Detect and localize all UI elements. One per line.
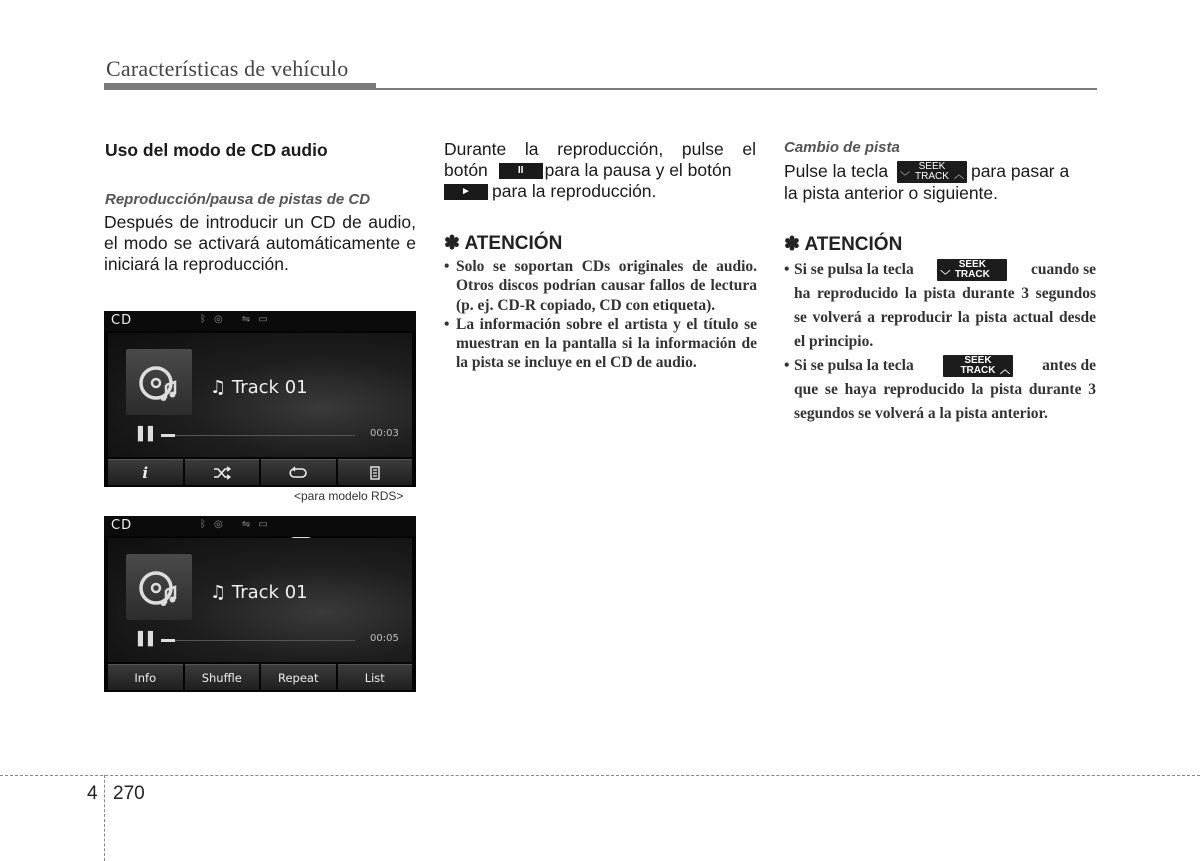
album-art xyxy=(126,349,192,415)
cd-screen xyxy=(104,516,416,692)
info-button[interactable]: Info xyxy=(108,664,183,690)
running-header: Características de vehículo xyxy=(106,56,349,81)
pause-key-icon: II xyxy=(499,163,543,179)
attention-list xyxy=(444,257,757,373)
function-buttons xyxy=(108,459,412,485)
album-art xyxy=(126,554,192,620)
progress-bar[interactable] xyxy=(175,435,355,436)
track-title xyxy=(210,582,308,603)
seek-track-key-icon xyxy=(943,355,1013,377)
playback-text: botón xyxy=(444,160,488,180)
attention-text: que se haya reproducido la pista durante 3 segundos se volverá a la pista anterior. xyxy=(794,381,1096,422)
mode-label: CD xyxy=(111,313,133,328)
track-change-text: Pulse la tecla xyxy=(784,161,889,181)
status-icons: ᛒ◎ ⇋▭ xyxy=(200,519,276,530)
playback-line-2 xyxy=(444,160,756,181)
header-rule-thin xyxy=(104,88,1097,90)
shuffle-button[interactable] xyxy=(185,459,260,485)
playback-text: para la pausa y el botón xyxy=(544,160,732,180)
elapsed-time: 00:05 xyxy=(370,633,399,644)
cd-disc-icon xyxy=(136,566,182,612)
music-note-icon: ♫ xyxy=(210,582,227,603)
cd-disc-icon xyxy=(136,361,182,407)
progress-knob[interactable] xyxy=(161,639,175,642)
subheading-track-change: Cambio de pista xyxy=(784,139,900,156)
list-button[interactable]: List xyxy=(338,664,413,690)
seek-track-key-icon xyxy=(897,161,967,183)
repeat-button[interactable] xyxy=(261,459,336,485)
cd-screen-rds xyxy=(104,311,416,487)
attention-item: • Solo se soportan CDs originales de audio. Otros discos podrían causar fallos de lectura (p. ej. CD-R copiado, CD con etiqueta). xyxy=(444,257,757,315)
shuffle-icon xyxy=(213,466,231,480)
page-number: 270 xyxy=(113,783,145,804)
attention-text: Si se pulsa la tecla xyxy=(794,261,914,278)
status-bar xyxy=(104,516,416,536)
repeat-icon xyxy=(289,466,307,480)
status-icons: ᛒ◎ ⇋▭ xyxy=(200,314,276,325)
now-playing-panel xyxy=(108,333,412,457)
list-button[interactable] xyxy=(338,459,413,485)
list-icon xyxy=(366,466,384,480)
intro-paragraph: Después de introducir un CD de audio, el modo se activará automáticamente e iniciará la reproducción. xyxy=(104,212,416,274)
track-title xyxy=(210,377,308,398)
track-label: Track 01 xyxy=(231,377,308,398)
pause-icon[interactable]: ▌▌ xyxy=(138,427,158,442)
chevron-up-icon: ︿ xyxy=(953,170,964,182)
attention-item: • La información sobre el artista y el título se muestran en la pantalla si la información de la pista se incluye en el CD de audio. xyxy=(444,315,757,373)
track-label: TRACK xyxy=(915,171,949,183)
now-playing-panel xyxy=(108,538,412,662)
elapsed-time: 00:03 xyxy=(370,428,399,439)
progress-bar[interactable] xyxy=(175,640,355,641)
function-buttons xyxy=(108,664,412,690)
track-change-line-2: la pista anterior o siguiente. xyxy=(784,183,999,203)
subheading-play-pause: Reproducción/pausa de pistas de CD xyxy=(105,191,371,208)
shuffle-button[interactable]: Shuffle xyxy=(185,664,260,690)
footer-divider xyxy=(104,775,105,861)
play-key-icon: ► xyxy=(444,184,488,200)
pause-icon[interactable]: ▌▌ xyxy=(138,632,158,647)
seek-label: SEEK xyxy=(964,355,992,366)
info-icon: i xyxy=(142,463,149,482)
attention-text: cuando se xyxy=(1030,261,1096,278)
playback-text: para la reproducción. xyxy=(492,181,657,201)
playback-line-3 xyxy=(444,181,756,202)
footer-rule xyxy=(0,775,1200,776)
playback-line-1: Durante la reproducción, pulse el xyxy=(444,139,756,159)
chevron-down-icon: ﹀ xyxy=(940,271,951,282)
track-change-line-1 xyxy=(784,161,1096,183)
attention-list-seek xyxy=(784,258,1096,426)
attention-text: antes de xyxy=(1042,357,1096,374)
attention-title: ✽ ATENCIÓN xyxy=(784,234,903,255)
attention-item: • Si se pulsa la tecla SEEK TRACK ︿ antes de que se haya reproducido la pista durante 3 segundos se volverá a la pista anterior. xyxy=(784,354,1096,426)
track-label: Track 01 xyxy=(231,582,308,603)
mode-label: CD xyxy=(111,518,133,533)
status-bar xyxy=(104,311,416,331)
track-change-text: para pasar a xyxy=(970,161,1070,181)
progress-knob[interactable] xyxy=(161,434,175,437)
chapter-number: 4 xyxy=(87,783,98,804)
screen-caption: <para modelo RDS> xyxy=(294,489,404,503)
music-note-icon: ♫ xyxy=(210,377,227,398)
seek-label: SEEK xyxy=(918,161,946,173)
repeat-button[interactable]: Repeat xyxy=(261,664,336,690)
seek-track-key-icon xyxy=(937,259,1007,281)
track-label: TRACK xyxy=(954,269,990,280)
attention-title: ✽ ATENCIÓN xyxy=(444,233,563,254)
chevron-up-icon: ︿ xyxy=(999,365,1010,376)
chevron-down-icon: ﹀ xyxy=(899,172,910,184)
info-button[interactable] xyxy=(108,459,183,485)
attention-text: ha reproducido la pista durante 3 segundos se volverá a reproducir la pista actual desde el principio. xyxy=(794,285,1096,350)
section-heading: Uso del modo de CD audio xyxy=(105,140,328,160)
seek-label: SEEK xyxy=(958,259,986,270)
attention-item: • Si se pulsa la tecla ﹀ SEEK TRACK cuando se ha reproducido la pista durante 3 segundos se volverá a reproducir la pista actual desde el principio. xyxy=(784,258,1096,354)
attention-text: Si se pulsa la tecla xyxy=(794,357,914,374)
track-label: TRACK xyxy=(960,365,996,376)
